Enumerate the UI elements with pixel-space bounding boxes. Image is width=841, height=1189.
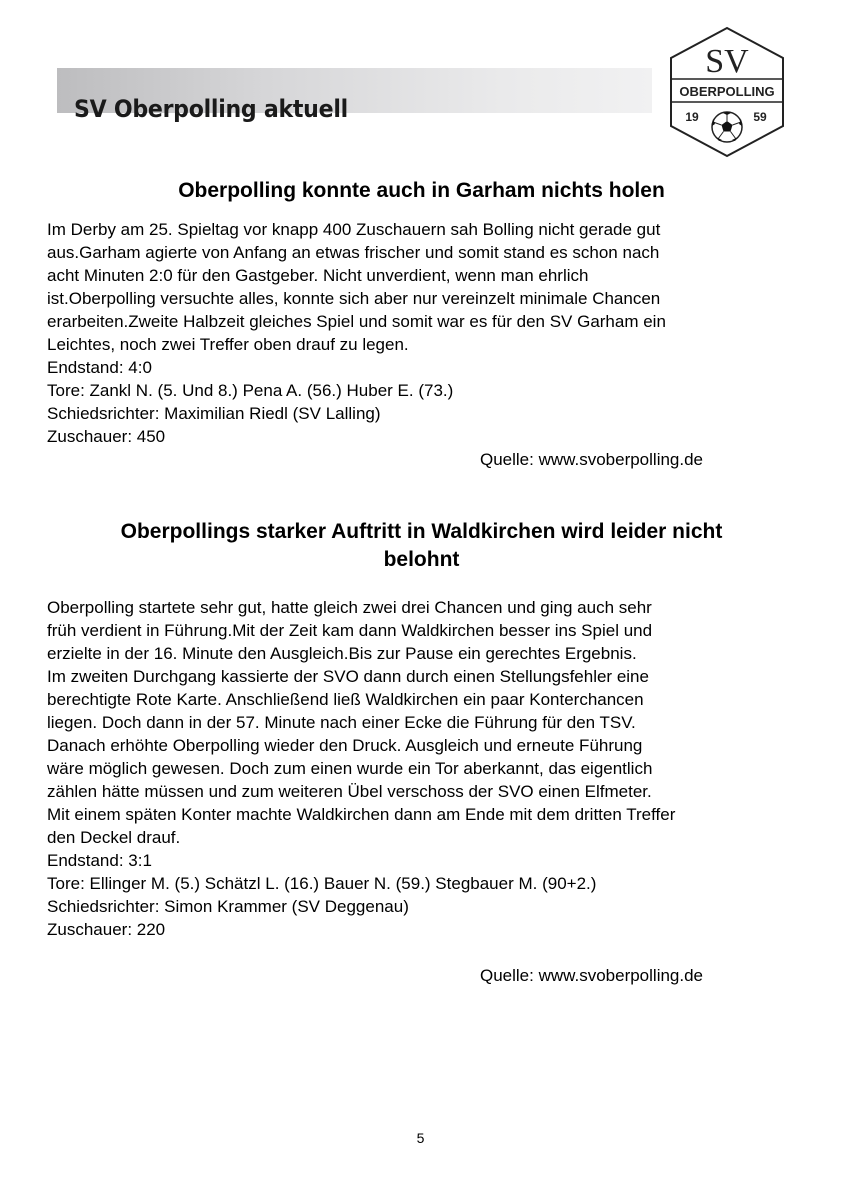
article-2-result: Endstand: 3:1	[47, 851, 152, 870]
logo-year-left: 19	[685, 110, 699, 124]
article-2-line: zählen hätte müssen und zum weiteren Übel verschoss der SVO einen Elfmeter.	[47, 782, 652, 801]
article-2-source: Quelle: www.svoberpolling.de	[480, 966, 704, 985]
article-2-line: liegen. Doch dann in der 57. Minute nach einer Ecke die Führung für den TSV.	[47, 713, 636, 732]
page-number: 5	[416, 1130, 425, 1146]
article-1-referee: Schiedsrichter: Maximilian Riedl (SV Lalling)	[47, 404, 381, 423]
article-1-line: Im Derby am 25. Spieltag vor knapp 400 Zuschauern sah Bolling nicht gerade gut	[47, 220, 661, 239]
article-2-line: Mit einem späten Konter machte Waldkirchen dann am Ende mit dem dritten Treffer	[47, 805, 676, 824]
soccer-ball-icon	[712, 112, 742, 142]
article-1-goals: Tore: Zankl N. (5. Und 8.) Pena A. (56.) Huber E. (73.)	[47, 381, 454, 400]
article-1-source: Quelle: www.svoberpolling.de	[480, 450, 704, 469]
article-1-line: Leichtes, noch zwei Treffer oben drauf zu legen.	[47, 335, 409, 354]
article-1-title: Oberpolling konnte auch in Garham nichts holen	[178, 179, 665, 202]
article-2-line: den Deckel drauf.	[47, 828, 181, 847]
article-1-result: Endstand: 4:0	[47, 358, 152, 377]
article-2-line: Im zweiten Durchgang kassierte der SVO dann durch einen Stellungsfehler eine	[47, 667, 649, 686]
article-2-line: erzielte in der 16. Minute den Ausgleich.Bis zur Pause ein gerechtes Ergebnis.	[47, 644, 637, 663]
article-1-line: erarbeiten.Zweite Halbzeit gleiches Spiel und somit war es für den SV Garham ein	[47, 312, 666, 331]
article-2-body	[47, 596, 807, 941]
article-2-line: früh verdient in Führung.Mit der Zeit kam dann Waldkirchen besser ins Spiel und	[47, 621, 653, 640]
article-1-line: acht Minuten 2:0 für den Gastgeber. Nicht unverdient, wenn man ehrlich	[47, 266, 589, 285]
article-1-line: aus.Garham agierte von Anfang an etwas frischer und somit stand es schon nach	[47, 243, 660, 262]
article-2-line: Danach erhöhte Oberpolling wieder den Druck. Ausgleich und erneute Führung	[47, 736, 643, 755]
section-header-title: SV Oberpolling aktuell	[74, 95, 348, 123]
logo-sv-text: SV	[705, 43, 749, 80]
article-1-line: ist.Oberpolling versuchte alles, konnte sich aber nur vereinzelt minimale Chancen	[47, 289, 661, 308]
article-2-title-line-2: belohnt	[383, 548, 460, 571]
article-1-spectators: Zuschauer: 450	[47, 427, 166, 446]
article-1-body	[47, 218, 807, 448]
article-2-referee: Schiedsrichter: Simon Krammer (SV Deggenau)	[47, 897, 409, 916]
article-2-spectators: Zuschauer: 220	[47, 920, 166, 939]
article-2-line: Oberpolling startete sehr gut, hatte gleich zwei drei Chancen und ging auch sehr	[47, 598, 652, 617]
club-logo	[668, 26, 786, 158]
article-2-title-line-1: Oberpollings starker Auftritt in Waldkirchen wird leider nicht	[120, 520, 723, 543]
logo-club-name: OBERPOLLING	[679, 84, 775, 99]
logo-year-right: 59	[753, 110, 767, 124]
article-2-goals: Tore: Ellinger M. (5.) Schätzl L. (16.) Bauer N. (59.) Stegbauer M. (90+2.)	[47, 874, 597, 893]
article-2-line: berechtigte Rote Karte. Anschließend ließ Waldkirchen ein paar Konterchancen	[47, 690, 644, 709]
article-2-line: wäre möglich gewesen. Doch zum einen wurde ein Tor aberkannt, das eigentlich	[47, 759, 653, 778]
article-2-title	[40, 518, 803, 574]
